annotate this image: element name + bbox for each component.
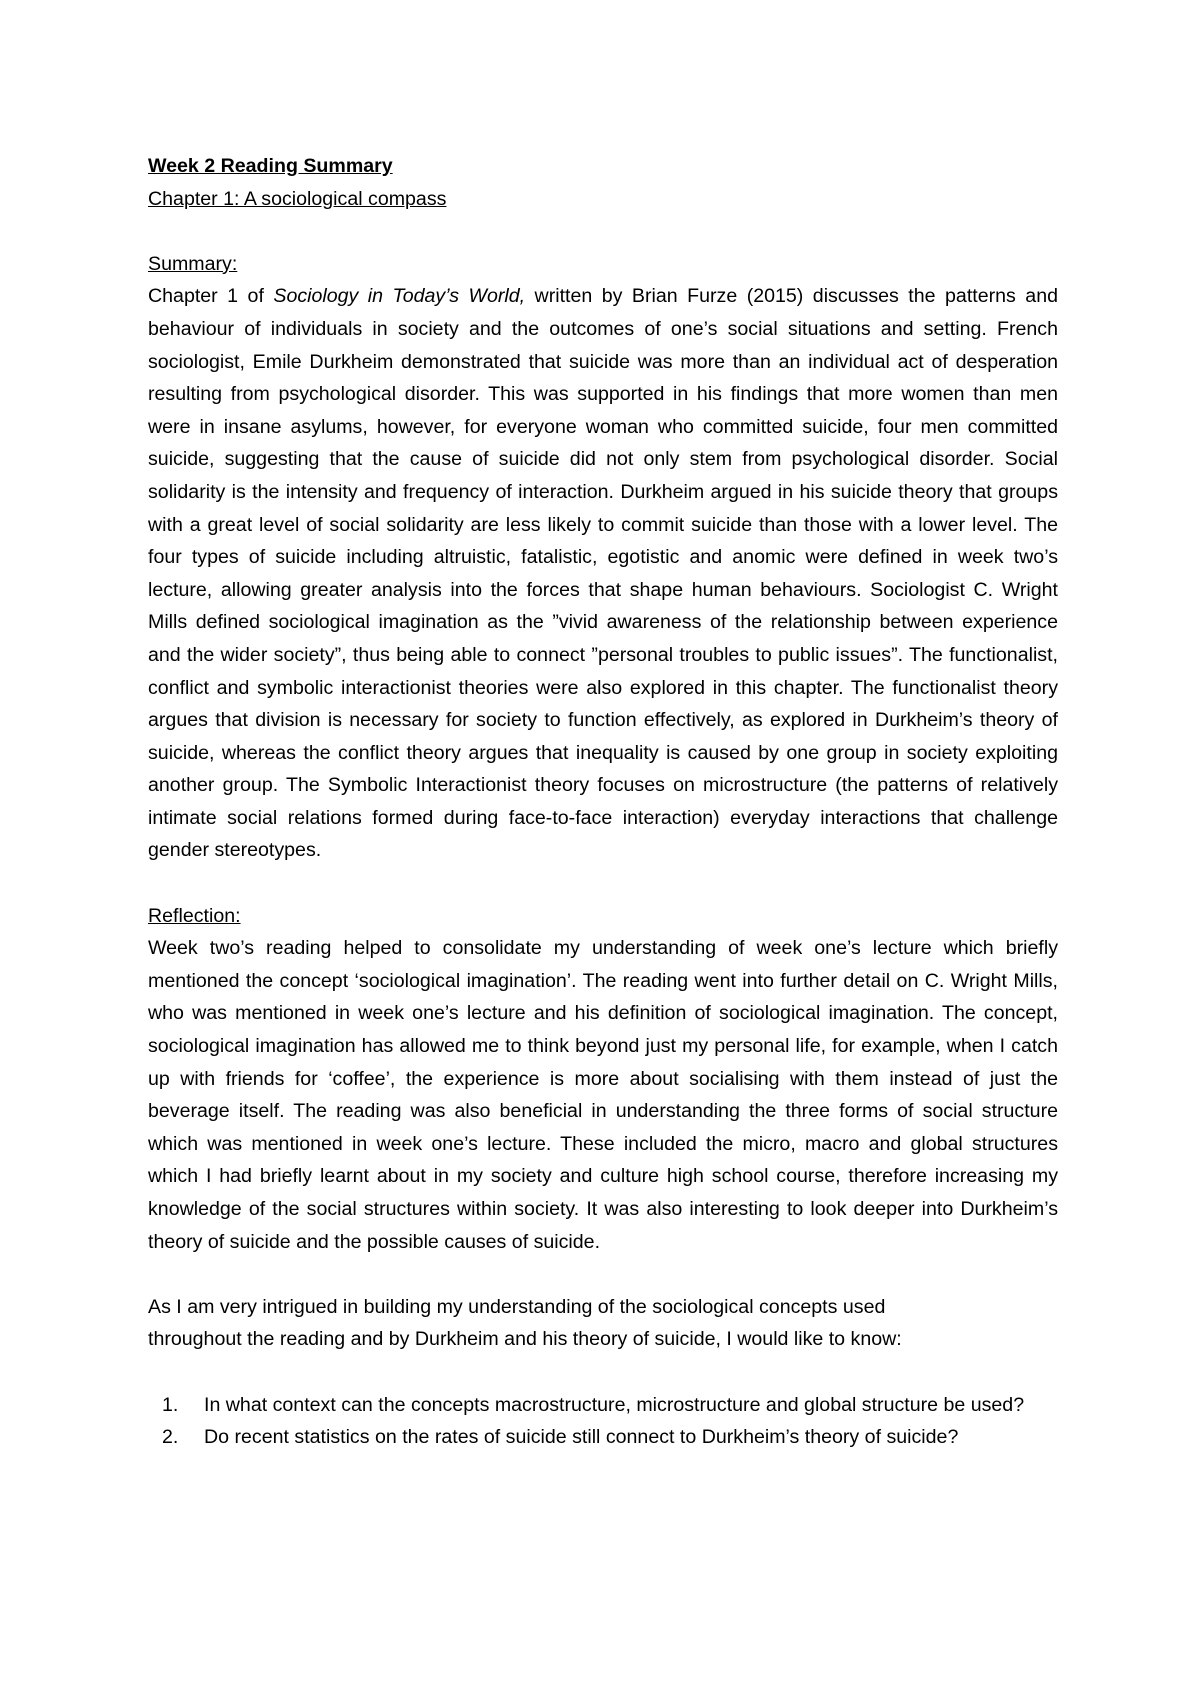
questions-list [148,1389,1058,1454]
document-title: Week 2 Reading Summary [148,155,393,177]
spacer [148,1258,1058,1291]
spacer [148,215,1058,248]
list-item [162,1421,1058,1454]
book-title: Sociology in Today’s World, [273,285,526,308]
question-text: Do recent statistics on the rates of suicide still connect to Durkheim’s theory of suicide? [204,1426,959,1449]
closing-line-1: As I am very intrigued in building my understanding of the sociological concepts used [148,1295,886,1318]
reflection-heading: Reflection: [148,904,241,927]
summary-body: written by Brian Furze (2015) discusses the patterns and behaviour of individuals in society and the outcomes of one’s social situations and setting. French sociologist, Emile Durkheim demonstrated that suicide was more than an individual act of desperation resulting from psychological disorder. This was supported in his findings that more women than men were in insane asylums, however, for everyone woman who committed suicide, four men committed suicide, suggesting that the cause of suicide did not only stem from psychological disorder. Social solidarity is the intensity and frequency of interaction. Durkheim argued in his suicide theory that groups with a great level of social solidarity are less likely to commit suicide than those with a lower level. The four types of suicide including altruistic, fatalistic, egotistic and anomic were defined in week two’s lecture, allowing greater analysis into the forces that shape human behaviours. Sociologist C. Wright Mills defined sociological imagination as the ”vivid awareness of the relationship between experience and the wider society”, thus being able to connect ”personal troubles to public issues”. The functionalist, conflict and symbolic interactionist theories were also explored in this chapter. The functionalist theory argues that division is necessary for society to function effectively, as explored in Durkheim’s theory of suicide, whereas the conflict theory argues that inequality is caused by one group in society exploiting another group. The Symbolic Interactionist theory focuses on microstructure (the patterns of relatively intimate social relations formed during face-to-face interaction) everyday interactions that challenge gender stereotypes. [148,285,1058,862]
reflection-paragraph: Week two’s reading helped to consolidate my understanding of week one’s lecture which briefly mentioned the concept ‘sociological imagination’. The reading went into further detail on C. Wright Mills, who was mentioned in week one’s lecture and his definition of sociological imagination. The concept, sociological imagination has allowed me to think beyond just my personal life, for example, when I catch up with friends for ‘coffee’, the experience is more about socialising with them instead of just the beverage itself. The reading was also beneficial in understanding the three forms of social structure which was mentioned in week one’s lecture. These included the micro, macro and global structures which I had briefly learnt about in my society and culture high school course, therefore increasing my knowledge of the social structures within society. It was also interesting to look deeper into Durkheim’s theory of suicide and the possible causes of suicide. [148,937,1058,1253]
spacer [148,1356,1058,1389]
spacer [148,867,1058,900]
list-number: 1. [162,1393,179,1416]
summary-intro: Chapter 1 of [148,285,274,308]
document-page [148,150,1058,1454]
list-item [162,1389,1058,1422]
list-number: 2. [162,1426,179,1449]
question-text: In what context can the concepts macrostructure, microstructure and global structure be used? [204,1393,1025,1416]
chapter-subtitle: Chapter 1: A sociological compass [148,187,447,210]
closing-line-2: throughout the reading and by Durkheim and his theory of suicide, I would like to know: [148,1328,902,1351]
summary-heading: Summary: [148,252,238,275]
summary-paragraph [148,280,1058,867]
